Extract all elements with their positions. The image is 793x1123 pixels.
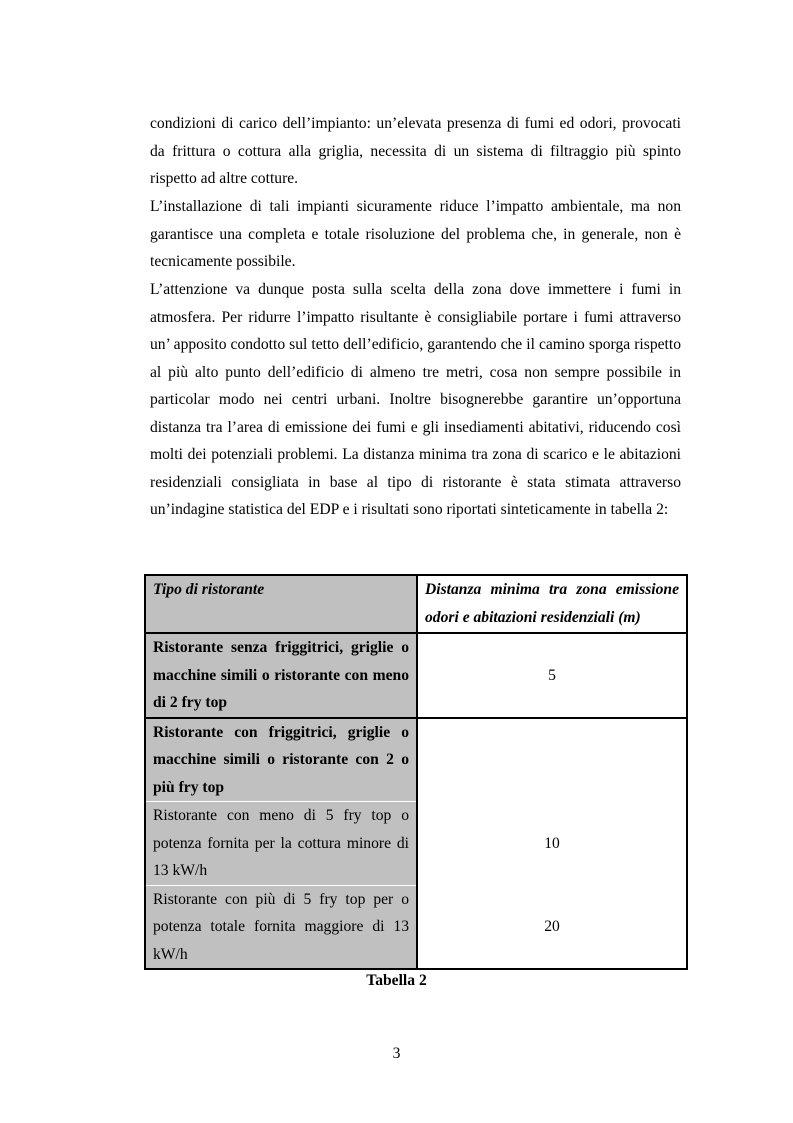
table-row — [145, 633, 687, 718]
table-header-row — [145, 575, 687, 633]
row1-value: 5 — [417, 633, 687, 718]
paragraph-3: L’attenzione va dunque posta sulla scelta della zona dove immettere i fumi in atmosfera. Per ridurre l’impatto risultante è consigliabile portare i fumi attraverso un’ apposito condotto sul tetto dell’edificio, garantendo che il camino sporga rispetto al più alto punto dell’edificio di almeno tre metri, cosa non sempre possibile in particolar modo nei centri urbani. Inoltre bisognerebbe garantire un’opportuna distanza tra l’area di emissione dei fumi e gli insediamenti abitativi, riducendo così molti dei potenziali problemi. La distanza minima tra zona di scarico e le abitazioni residenziali consigliata in base al tipo di ristorante è stata stimata attraverso un’indagine statistica del EDP e i risultati sono riportati sinteticamente in tabella 2: — [150, 281, 681, 518]
distance-table — [144, 574, 688, 970]
table-row — [145, 802, 687, 886]
page-number: 3 — [392, 1045, 401, 1062]
row2a-label: Ristorante con meno di 5 fry top o potenza fornita per la cottura minore di 13 kW/h — [145, 802, 417, 886]
header-min-distance: Distanza minima tra zona emissione odori e abitazioni residenziali (m) — [417, 575, 687, 633]
row2a-value: 10 — [544, 834, 560, 852]
table-row — [145, 718, 687, 802]
row2-label: Ristorante con friggitrici, griglie o macchine simili o ristorante con 2 o più fry top — [145, 718, 417, 802]
header-restaurant-type: Tipo di ristorante — [145, 575, 417, 633]
table-caption: Tabella 2 — [366, 972, 427, 989]
table-row — [145, 885, 687, 969]
paragraph-2: L’installazione di tali impianti sicuramente riduce l’impatto ambientale, ma non garantisce una completa e totale risoluzione del problema che, in generale, non è tecnicamente possibile. — [150, 198, 681, 270]
row2b-value: 20 — [544, 917, 560, 935]
paragraph-1: condizioni di carico dell’impianto: un’elevata presenza di fumi ed odori, provocati da frittura o cottura alla griglia, necessita di un sistema di filtraggio più spinto rispetto ad altre cotture. — [150, 115, 681, 187]
row2b-label: Ristorante con più di 5 fry top per o potenza totale fornita maggiore di 13 kW/h — [145, 885, 417, 969]
row1-label: Ristorante senza friggitrici, griglie o macchine simili o ristorante con meno di 2 fry top — [145, 633, 417, 718]
